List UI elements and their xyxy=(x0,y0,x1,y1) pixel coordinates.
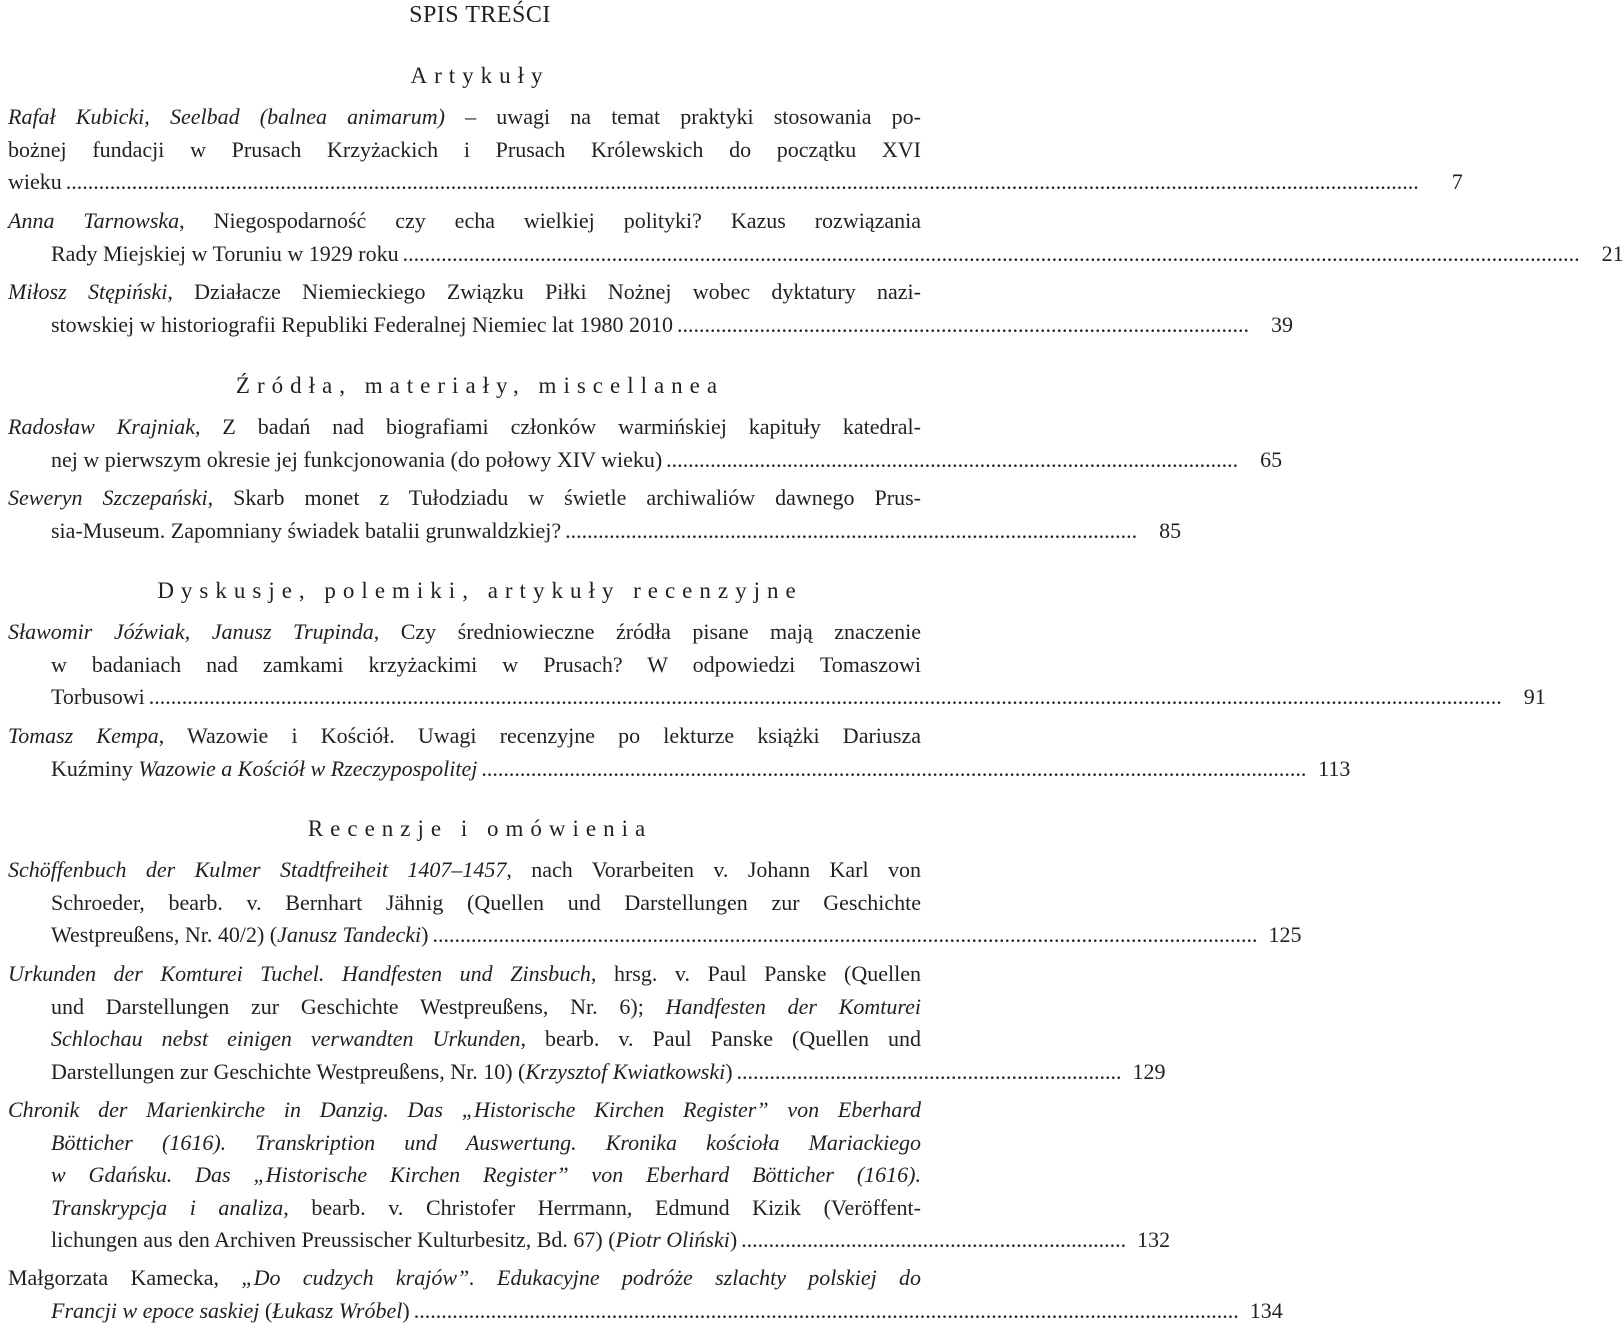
page-number: 132 xyxy=(1137,1227,1171,1252)
page-number: 113 xyxy=(1318,755,1351,781)
entry-text: lichungen aus den Archiven Preussischer Kulturbesitz, Bd. 67) ( xyxy=(51,1227,616,1252)
entry-title: w Gdańsku. Das „Historische Kirchen Register” von Eberhard Bötticher (1616). xyxy=(51,1162,921,1187)
page-number: 134 xyxy=(1249,1297,1283,1323)
entry-text: , Działacze Niemieckiego Związku Piłki Nożnej wobec dyktatury nazi- xyxy=(167,279,921,304)
page-number: 125 xyxy=(1268,922,1302,947)
entry-text: ( xyxy=(259,1297,273,1323)
entry-text: , bearb. v. Christofer Herrmann, Edmund Kizik (Veröffent- xyxy=(283,1194,921,1220)
leader-dots: ...................................................................................................................................................... xyxy=(432,922,1258,947)
entry-title: Schlochau nebst einigen verwandten Urkunden xyxy=(51,1026,521,1051)
entry-author: Rafał Kubicki xyxy=(8,104,145,129)
toc-entry xyxy=(8,1094,1171,1257)
page-number: 21 xyxy=(1601,240,1624,266)
entry-text: – uwagi na temat praktyki stosowania po- xyxy=(444,104,922,129)
entry-text: ) xyxy=(725,1058,733,1084)
toc-entry xyxy=(8,720,1351,785)
entry-title: Francji w epoce saskiej xyxy=(51,1297,260,1323)
entry-text: stowskiej w historiografii Republiki Federalnej Niemiec lat 1980 2010 xyxy=(51,311,673,337)
leader-dots: ...................................................................................................................................................................................................................................................... xyxy=(148,684,1502,709)
entry-text: Darstellungen zur Geschichte Westpreußens, Nr. 10) ( xyxy=(51,1058,526,1084)
entry-title: Chronik der Marienkirche in Danzig. Das „Historische Kirchen Register” von Eberhard xyxy=(8,1097,921,1122)
entry-author: Seweryn Szczepański xyxy=(8,485,208,510)
entry-author: Tomasz Kempa xyxy=(8,723,159,748)
leader-dots: ...................................................................................................................................................................................................................................................... xyxy=(65,169,1419,194)
toc-entry xyxy=(8,616,1546,714)
leader-dots: ........................................................................................................ xyxy=(565,517,1138,543)
entry-text: , Wazowie i Kościół. Uwagi recenzyjne po lekturze książki Dariusza xyxy=(158,723,921,748)
entry-author: Radosław Krajniak xyxy=(8,414,195,439)
entry-text: w badaniach nad zamkami krzyżackimi w Prusach? W odpowiedzi Tomaszowi xyxy=(51,651,921,677)
entry-title: Bötticher (1616). Transkription und Auswertung. Kronika kościoła Mariackiego xyxy=(51,1129,921,1155)
entry-text: , xyxy=(184,619,212,644)
leader-dots: ........................................................................................................ xyxy=(666,446,1239,472)
section-heading-articles: Artykuły xyxy=(410,63,550,88)
toc-entry xyxy=(8,1262,1283,1327)
entry-title: „Do cudzych krajów”. Edukacyjne podróże szlachty polskiej do xyxy=(241,1265,921,1290)
entry-text: , hrsg. v. Paul Panske (Quellen xyxy=(590,961,921,986)
toc-entry: Rafał Kubicki, Seelbad (balnea animarum) – uwagi na temat praktyki stosowania po- bożnej fundacji w Prusach Krzyżackich i Prusach Królewskich do początku XVI wieku ...................................................................................................................................................................................................................................................... 7 xyxy=(8,101,958,199)
leader-dots: ...................................................................................................................................................................................................................... xyxy=(402,240,1580,266)
entry-text: , Niegospodarność czy echa wielkiej polityki? Kazus rozwiązania xyxy=(179,208,921,233)
toc-entry xyxy=(8,482,1182,547)
entry-title: Urkunden der Komturei Tuchel. Handfesten und Zinsbuch xyxy=(8,961,591,986)
entry-text: Kuźminy xyxy=(51,755,139,781)
reviewer-name: Janusz Tandecki xyxy=(277,922,422,947)
entry-author: Anna Tarnowska xyxy=(8,208,180,233)
entry-author: Janusz Trupinda xyxy=(211,619,374,644)
leader-dots: ...................................................................... xyxy=(741,1227,1127,1252)
page-number: 39 xyxy=(1271,311,1293,337)
entry-author: Miłosz Stępiński xyxy=(8,279,168,304)
leader-dots: ...................................................................................................................................................... xyxy=(481,755,1307,781)
leader-dots: ...................................................................... xyxy=(736,1058,1122,1084)
page-number: 85 xyxy=(1159,517,1182,543)
page-number: 7 xyxy=(1451,169,1463,194)
toc-entry xyxy=(8,276,1293,341)
reviewer-name: Piotr Oliński xyxy=(615,1227,730,1252)
toc-entry xyxy=(8,958,1166,1088)
toc-entry xyxy=(8,411,1283,476)
entry-title: Seelbad (balnea animarum) xyxy=(169,104,445,129)
reviewer-name: Krzysztof Kwiatkowski xyxy=(525,1058,726,1084)
reviewer-name: Łukasz Wróbel xyxy=(272,1297,403,1323)
entry-text: , bearb. v. Paul Panske (Quellen und xyxy=(520,1026,921,1051)
entry-text: Rady Miejskiej w Toruniu w 1929 roku xyxy=(51,240,399,266)
entry-author: Małgorzata Kamecka, xyxy=(8,1265,242,1290)
entry-text: sia-Museum. Zapomniany świadek batalii grunwaldzkiej? xyxy=(51,517,562,543)
entry-text: Westpreußens, Nr. 40/2) ( xyxy=(51,922,278,947)
entry-text: , Z badań nad biografiami członków warmińskiej kapituły katedral- xyxy=(194,414,921,439)
section-heading-reviews: Recenzje i omówienia xyxy=(307,816,653,841)
section-heading-discussions: Dyskusje, polemiki, artykuły recenzyjne xyxy=(157,578,803,603)
section-heading-sources: Źródła, materiały, miscellanea xyxy=(235,373,725,398)
entry-text: ) xyxy=(729,1227,738,1252)
toc-entry xyxy=(8,205,1624,270)
entry-text: ) xyxy=(421,922,429,947)
entry-text: bożnej fundacji w Prusach Krzyżackich i Prusach Królewskich do początku XVI xyxy=(8,136,921,162)
page-number: 91 xyxy=(1523,684,1546,709)
entry-text: nej w pierwszym okresie jej funkcjonowania (do połowy XIV wieku) xyxy=(51,446,663,472)
entry-title: Wazowie a Kościół w Rzeczypospolitej xyxy=(138,755,478,781)
toc-entry xyxy=(8,854,1302,952)
entry-text: Schroeder, bearb. v. Bernhart Jähnig (Quellen und Darstellungen zur Geschichte xyxy=(51,889,921,915)
leader-dots: ...................................................................................................................................................... xyxy=(413,1297,1239,1323)
entry-text: , Skarb monet z Tułodziadu w świetle archiwaliów dawnego Prus- xyxy=(207,485,922,510)
entry-title: Transkrypcja i analiza xyxy=(51,1194,284,1220)
entry-author: Sławomir Jóźwiak xyxy=(8,619,185,644)
entry-text: wieku xyxy=(8,169,62,194)
page-number: 129 xyxy=(1132,1058,1166,1084)
entry-text: und Darstellungen zur Geschichte Westpreußens, Nr. 6); xyxy=(51,993,666,1019)
page-number: 65 xyxy=(1260,446,1283,472)
page-title: SPIS TREŚCI xyxy=(409,2,551,28)
entry-text: , nach Vorarbeiten v. Johann Karl von xyxy=(506,857,922,882)
entry-text: Torbusowi xyxy=(51,684,145,709)
leader-dots: ........................................................................................................ xyxy=(677,311,1249,337)
entry-text: , Czy średniowieczne źródła pisane mają znaczenie xyxy=(373,619,921,644)
entry-text: ) xyxy=(402,1297,410,1323)
entry-title: Handfesten der Komturei xyxy=(665,993,921,1019)
entry-title: Schöffenbuch der Kulmer Stadtfreiheit 1407–1457 xyxy=(8,857,507,882)
